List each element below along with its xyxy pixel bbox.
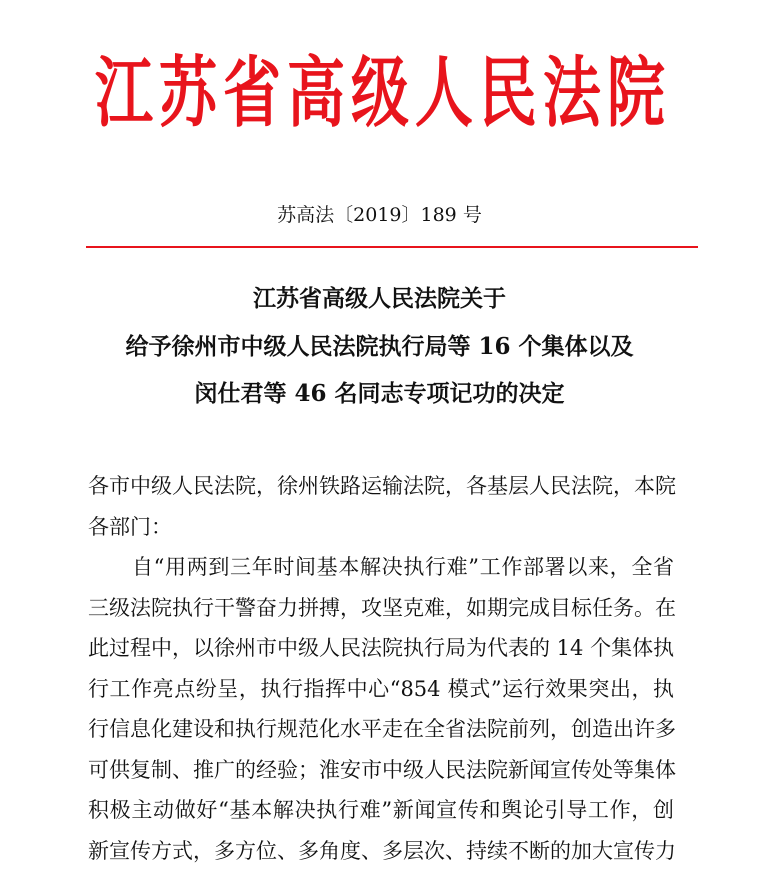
masthead-char: 人 (415, 55, 473, 132)
document-body (88, 470, 674, 875)
red-divider (86, 246, 698, 248)
body-line: 自“用两到三年时间基本解决执行难”工作部署以来，全省 (88, 551, 674, 592)
title-line-1: 江苏省高级人民法院关于 (0, 280, 759, 313)
masthead-char: 院 (607, 55, 665, 132)
body-line: 行信息化建设和执行规范化水平走在全省法院前列，创造出许多 (88, 713, 674, 754)
title-line-2: 给予徐州市中级人民法院执行局等 16 个集体以及 (0, 328, 759, 361)
body-line: 可供复制、推广的经验；淮安市中级人民法院新闻宣传处等集体 (88, 754, 674, 795)
body-line: 各部门： (88, 511, 674, 552)
masthead-logo (95, 48, 665, 138)
masthead-char: 省 (223, 55, 281, 132)
masthead-char: 民 (479, 55, 537, 132)
body-line: 积极主动做好“基本解决执行难”新闻宣传和舆论引导工作，创 (88, 794, 674, 835)
title-line-3: 闵仕君等 46 名同志专项记功的决定 (0, 375, 759, 408)
masthead-char: 级 (351, 55, 409, 132)
masthead-char: 高 (287, 55, 345, 132)
masthead-char: 江 (95, 55, 153, 132)
body-line: 行工作亮点纷呈，执行指挥中心“854 模式”运行效果突出，执 (88, 673, 674, 714)
body-line: 新宣传方式，多方位、多角度、多层次、持续不断的加大宣传力 (88, 835, 674, 875)
body-line: 三级法院执行干警奋力拼搏，攻坚克难，如期完成目标任务。在 (88, 592, 674, 633)
masthead-char: 苏 (159, 55, 217, 132)
body-line: 各市中级人民法院，徐州铁路运输法院，各基层人民法院，本院 (88, 470, 674, 511)
masthead-char: 法 (543, 55, 601, 132)
body-line: 此过程中，以徐州市中级人民法院执行局为代表的 14 个集体执 (88, 632, 674, 673)
document-number: 苏高法〔2019〕189 号 (0, 200, 759, 227)
